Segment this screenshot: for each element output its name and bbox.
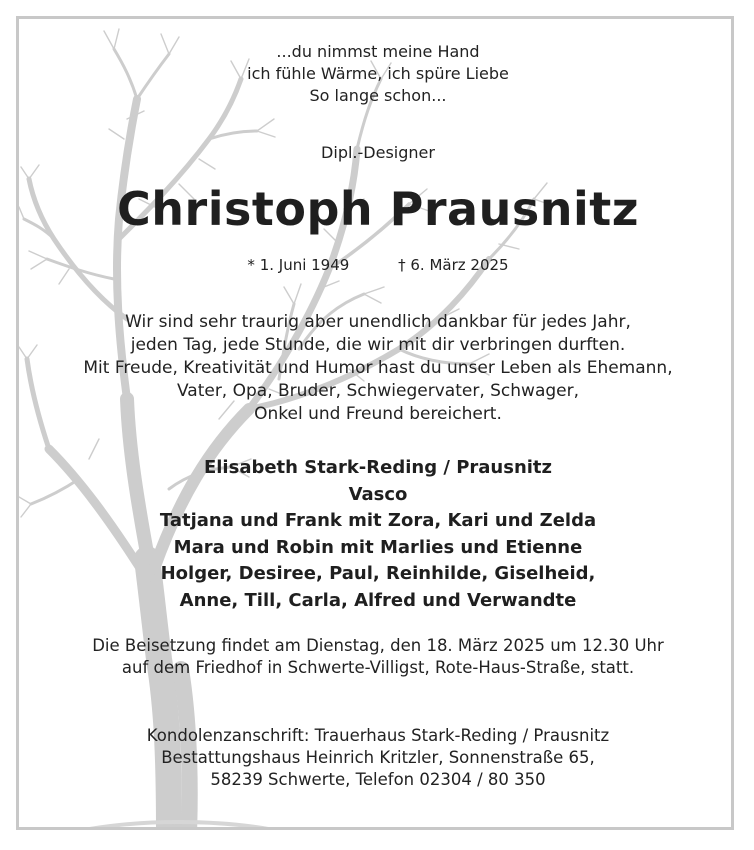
life-dates <box>19 255 734 275</box>
message-line: Wir sind sehr traurig aber unendlich dankbar für jedes Jahr, <box>125 312 631 332</box>
mourning-message <box>19 311 734 426</box>
motto-line: ich fühle Wärme, ich spüre Liebe <box>247 64 509 83</box>
condolence-line: 58239 Schwerte, Telefon 02304 / 80 350 <box>210 770 546 789</box>
motto-line: ...du nimmst meine Hand <box>276 42 480 61</box>
family-line: Elisabeth Stark-Reding / Prausnitz <box>203 457 553 478</box>
deceased-name: Christoph Prausnitz <box>117 182 639 236</box>
family-line: Tatjana und Frank mit Zora, Kari und Zelda <box>159 510 597 531</box>
motto-verse <box>19 41 734 107</box>
message-line: jeden Tag, jede Stunde, die wir mit dir verbringen durften. <box>130 335 626 355</box>
motto-line: So lange schon... <box>309 86 447 105</box>
condolence-line: Bestattungshaus Heinrich Kritzler, Sonnenstraße 65, <box>161 748 595 767</box>
burial-line: Die Beisetzung findet am Dienstag, den 18. März 2025 um 12.30 Uhr <box>92 636 664 655</box>
condolence-line: Kondolenzanschrift: Trauerhaus Stark-Reding / Prausnitz <box>146 726 610 745</box>
family-line: Holger, Desiree, Paul, Reinhilde, Giselheid, <box>160 563 596 584</box>
message-line: Vater, Opa, Bruder, Schwiegervater, Schwager, <box>176 381 580 401</box>
condolence-address <box>19 725 734 791</box>
message-line: Mit Freude, Kreativität und Humor hast du unser Leben als Ehemann, <box>83 358 673 378</box>
family-list <box>19 455 734 614</box>
obituary-frame <box>16 16 734 830</box>
family-line: Vasco <box>348 483 408 505</box>
burial-line: auf dem Friedhof in Schwerte-Villigst, Rote-Haus-Straße, statt. <box>121 658 635 677</box>
death-date: † 6. März 2025 <box>398 256 509 274</box>
burial-notice <box>19 635 734 679</box>
family-line: Mara und Robin mit Marlies und Etienne <box>173 536 583 558</box>
birth-date: * 1. Juni 1949 <box>247 256 350 274</box>
title-prefix: Dipl.-Designer <box>321 143 435 162</box>
message-line: Onkel und Freund bereichert. <box>254 404 502 424</box>
family-line: Anne, Till, Carla, Alfred und Verwandte <box>179 589 577 611</box>
